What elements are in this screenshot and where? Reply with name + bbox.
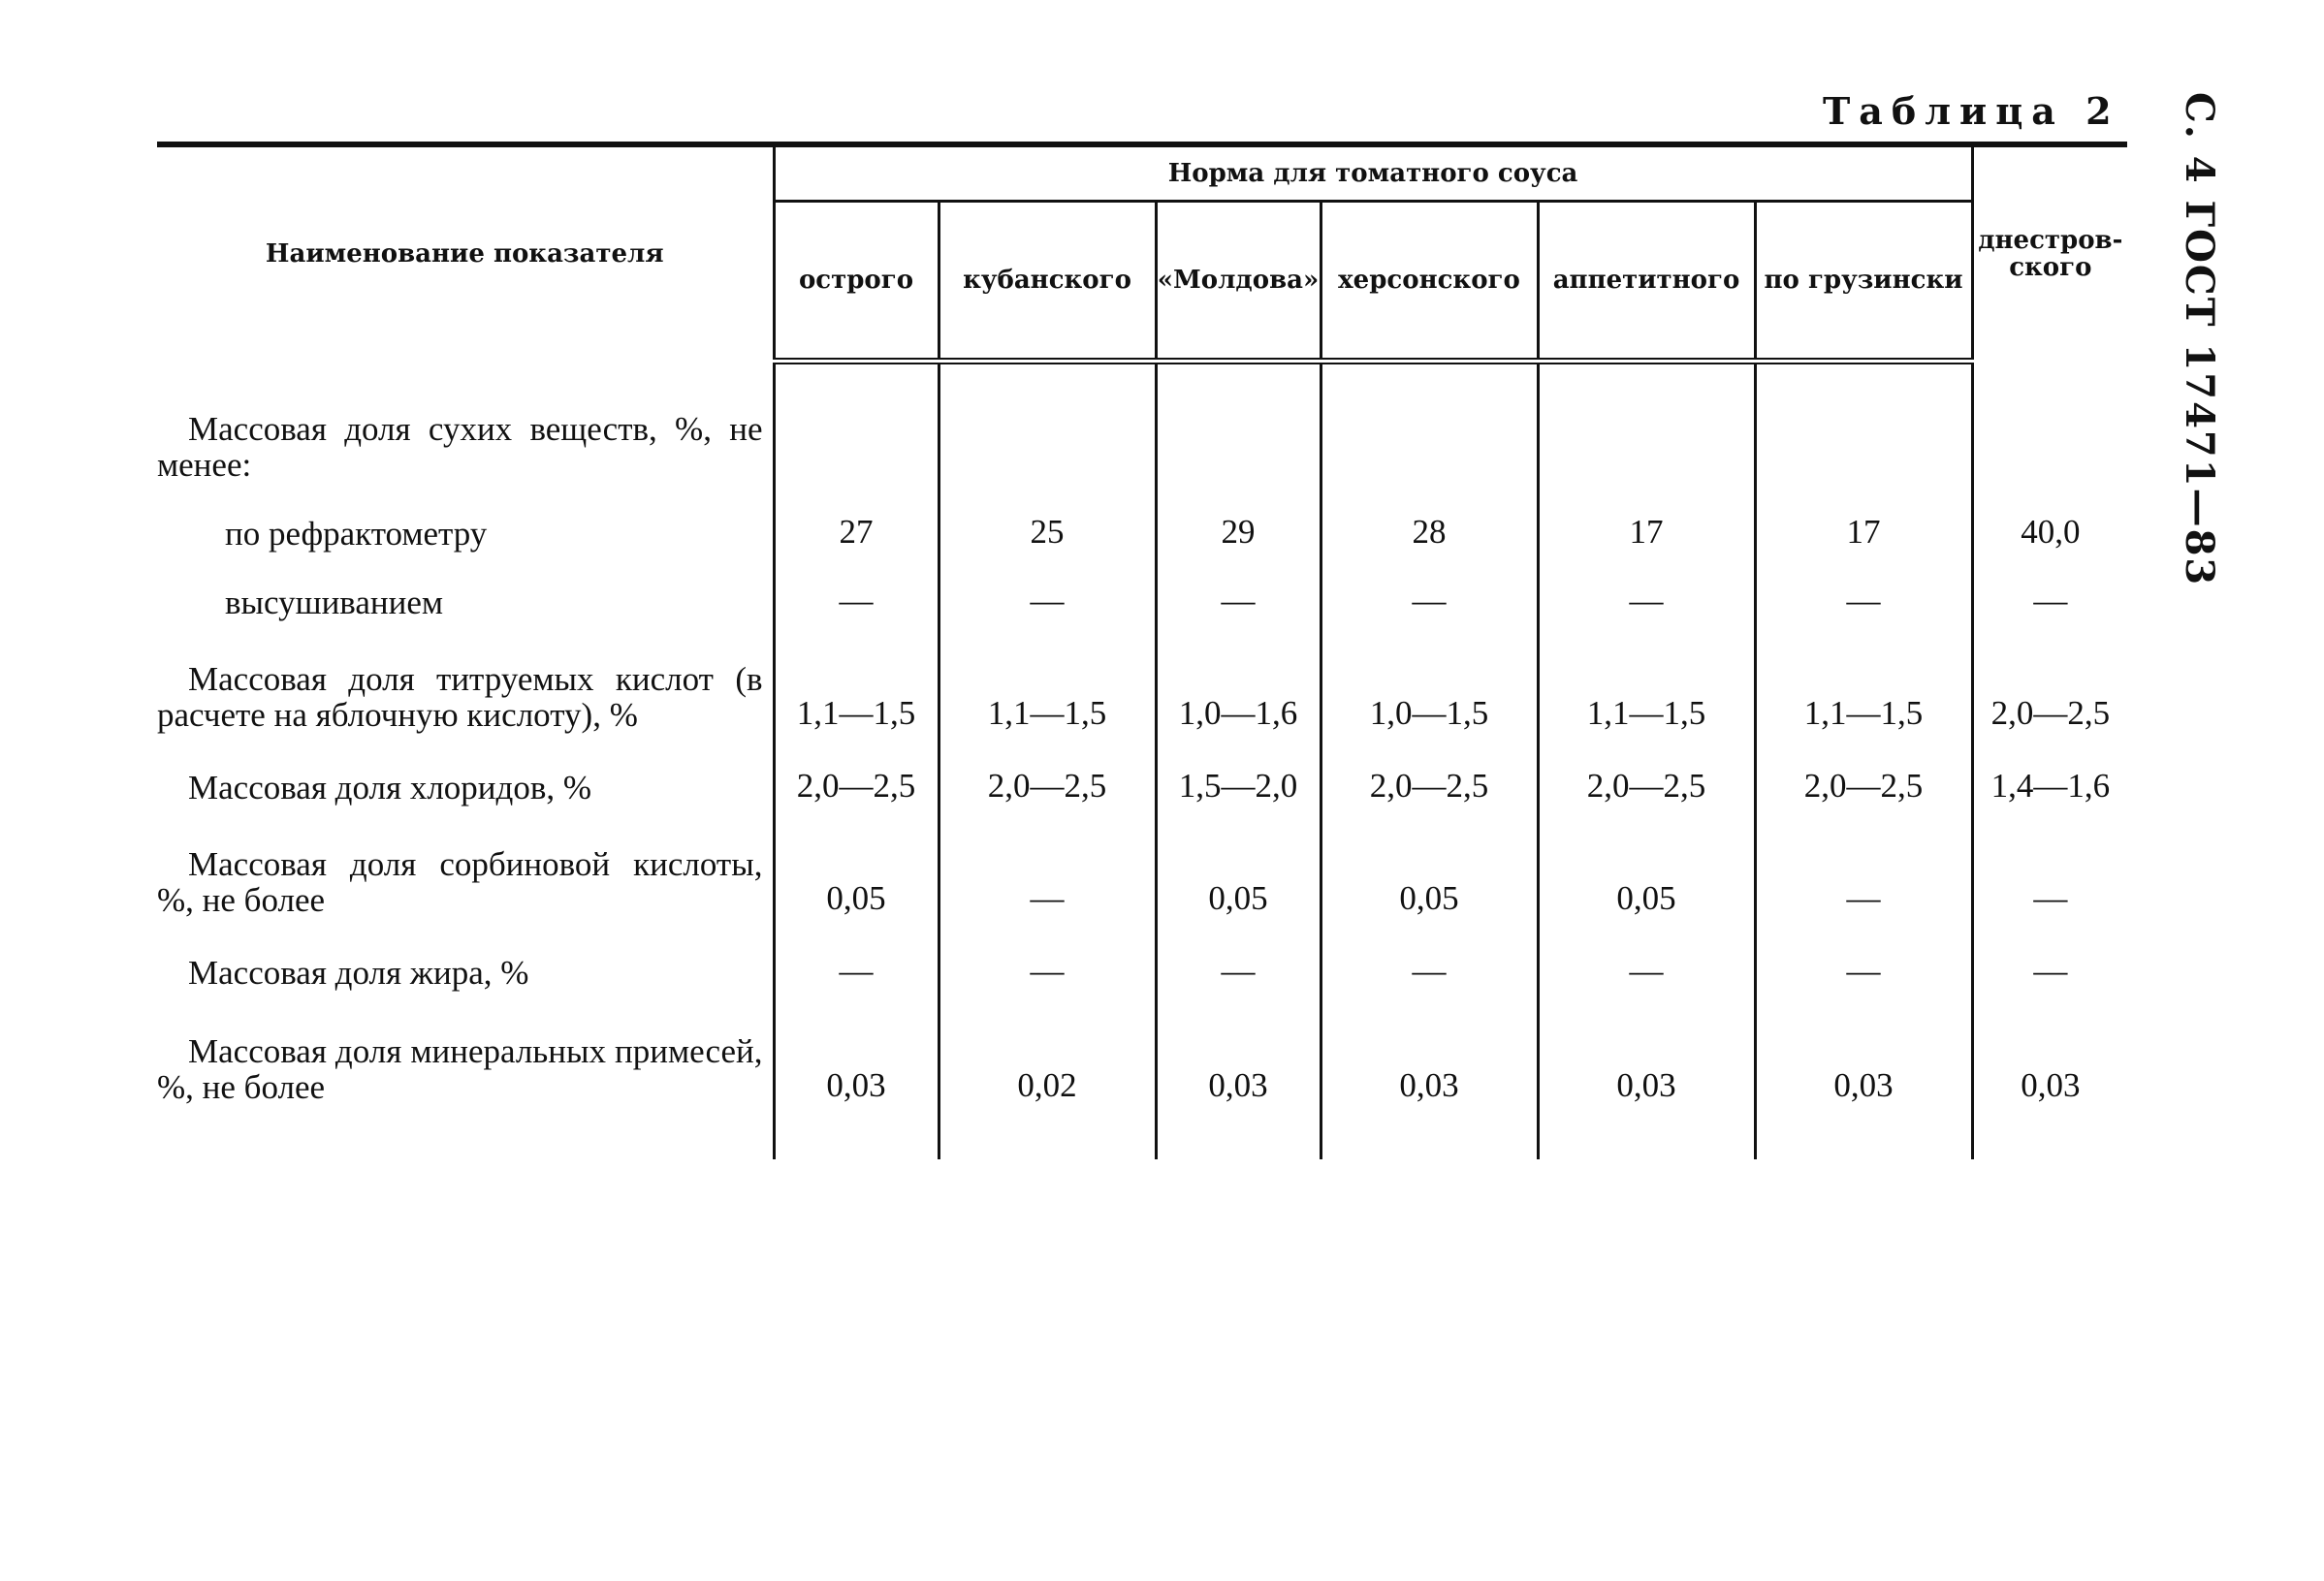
- cell-value: 0,05: [774, 813, 939, 926]
- cell-value: 0,02: [939, 998, 1156, 1113]
- column-header: кубанского: [939, 202, 1156, 362]
- cell-value: [774, 411, 939, 490]
- cell-value: 1,0—1,5: [1321, 628, 1538, 741]
- cell-value: —: [939, 813, 1156, 926]
- cell-value: —: [1156, 559, 1321, 628]
- cell-value: —: [1972, 813, 2127, 926]
- indicators-table: [157, 142, 2127, 1159]
- cell-value: 0,05: [1538, 813, 1755, 926]
- row-name: высушиванием: [225, 584, 444, 621]
- cell-value: —: [1321, 926, 1538, 998]
- row-name: Массовая доля титруемых кислот (в расчете на яблочную кислоту), %: [157, 660, 763, 734]
- cell-value: —: [774, 926, 939, 998]
- cell-value: 2,0—2,5: [774, 741, 939, 813]
- cell-value: 2,0—2,5: [1972, 628, 2127, 741]
- page-side-header: С. 4 ГОСТ 17471—83: [2177, 92, 2222, 587]
- cell-value: 40,0: [1972, 490, 2127, 559]
- cell-value: —: [1156, 926, 1321, 998]
- cell-value: 0,03: [1156, 998, 1321, 1113]
- cell-value: [1972, 411, 2127, 490]
- cell-value: —: [1972, 559, 2127, 628]
- cell-value: 28: [1321, 490, 1538, 559]
- cell-value: 0,03: [1321, 998, 1538, 1113]
- row-name: Массовая доля минеральных примесей, %, не более: [157, 1032, 763, 1106]
- cell-value: 1,5—2,0: [1156, 741, 1321, 813]
- row-name: Массовая доля хлоридов, %: [188, 769, 592, 806]
- table-title: Таблица 2: [1823, 89, 2120, 133]
- cell-value: —: [1972, 926, 2127, 998]
- table-row: [157, 490, 2127, 559]
- table-spacer-row: [157, 362, 2127, 412]
- column-header: херсонского: [1321, 202, 1538, 362]
- cell-value: —: [1755, 559, 1972, 628]
- cell-value: 0,03: [1972, 998, 2127, 1113]
- cell-value: —: [1321, 559, 1538, 628]
- cell-value: —: [774, 559, 939, 628]
- cell-value: 1,1—1,5: [1538, 628, 1755, 741]
- cell-value: 1,1—1,5: [774, 628, 939, 741]
- cell-value: 17: [1755, 490, 1972, 559]
- cell-value: 2,0—2,5: [939, 741, 1156, 813]
- cell-value: —: [1538, 559, 1755, 628]
- first-column-header: Наименование показателя: [157, 144, 774, 362]
- cell-value: [1755, 411, 1972, 490]
- table-row: [157, 926, 2127, 998]
- column-header: днестров- ского: [1972, 144, 2127, 362]
- column-header: аппетитного: [1538, 202, 1755, 362]
- table-row: [157, 998, 2127, 1113]
- cell-value: [1156, 411, 1321, 490]
- row-name: Массовая доля жира, %: [188, 954, 529, 992]
- cell-value: 1,1—1,5: [939, 628, 1156, 741]
- cell-value: 0,05: [1321, 813, 1538, 926]
- cell-value: 29: [1156, 490, 1321, 559]
- cell-value: 17: [1538, 490, 1755, 559]
- table-row: [157, 813, 2127, 926]
- cell-value: —: [939, 926, 1156, 998]
- cell-value: [1538, 411, 1755, 490]
- cell-value: 0,03: [1755, 998, 1972, 1113]
- cell-value: [939, 411, 1156, 490]
- group-header: Норма для томатного соуса: [774, 144, 1972, 202]
- table-row: [157, 741, 2127, 813]
- cell-value: 1,0—1,6: [1156, 628, 1321, 741]
- cell-value: 0,03: [1538, 998, 1755, 1113]
- cell-value: 2,0—2,5: [1321, 741, 1538, 813]
- cell-value: —: [1755, 926, 1972, 998]
- cell-value: —: [1538, 926, 1755, 998]
- cell-value: 1,1—1,5: [1755, 628, 1972, 741]
- column-header: острого: [774, 202, 939, 362]
- table-spacer-row: [157, 1113, 2127, 1159]
- cell-value: —: [1755, 813, 1972, 926]
- row-name: Массовая доля сорбиновой кислоты, %, не более: [157, 845, 763, 919]
- table-row: [157, 628, 2127, 741]
- cell-value: 25: [939, 490, 1156, 559]
- cell-value: 2,0—2,5: [1755, 741, 1972, 813]
- cell-value: 0,05: [1156, 813, 1321, 926]
- table-row: [157, 559, 2127, 628]
- cell-value: [1321, 411, 1538, 490]
- cell-value: 1,4—1,6: [1972, 741, 2127, 813]
- row-name: Массовая доля сухих веществ, %, не менее:: [157, 410, 763, 484]
- cell-value: 27: [774, 490, 939, 559]
- cell-value: 2,0—2,5: [1538, 741, 1755, 813]
- row-name: по рефрактометру: [225, 515, 488, 553]
- table-row: [157, 411, 2127, 490]
- column-header: «Молдова»: [1156, 202, 1321, 362]
- column-header: по грузински: [1755, 202, 1972, 362]
- cell-value: 0,03: [774, 998, 939, 1113]
- cell-value: —: [939, 559, 1156, 628]
